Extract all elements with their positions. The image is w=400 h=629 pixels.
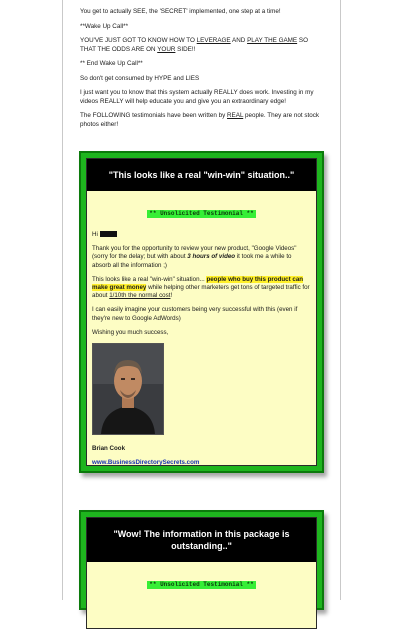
- testimonial-1-website-link[interactable]: www.BusinessDirectorySecrets.com: [92, 459, 200, 467]
- intro-leverage-line: [80, 37, 325, 54]
- intro-wake-up-call: **Wake Up Call**: [80, 22, 129, 30]
- intro-leverage-word: LEVERAGE: [196, 37, 231, 44]
- unsolicited-badge: ** Unsolicited Testimonial **: [149, 581, 254, 588]
- testimonial-1-p4: Wishing you much success,: [92, 328, 169, 336]
- testimonial-1-author: Brian Cook: [92, 445, 126, 453]
- testimonial-1-headline: "This looks like a real "win-win" situation..": [87, 159, 316, 191]
- testimonial-1-greeting: [92, 231, 311, 239]
- intro-end-wake-up-call: ** End Wake Up Call**: [80, 60, 143, 67]
- greeting-text: Hi: [92, 231, 98, 238]
- author-photo-graphic: [93, 344, 163, 434]
- testimonial-card-2: [79, 510, 324, 610]
- testimonial-card-1-inner: [86, 158, 317, 466]
- intro-hype-line: So don't get consumed by HYPE and LIES: [80, 74, 200, 82]
- redacted-name-block: [100, 231, 117, 237]
- author-photo: [92, 343, 164, 435]
- testimonial-2-badge-row: [87, 573, 316, 591]
- intro-leverage-a: YOU'VE JUST GOT TO KNOW HOW TO: [80, 37, 197, 44]
- t1-hours-of-video: 3 hours of video: [187, 253, 236, 261]
- testimonial-1-p2: [92, 276, 311, 301]
- testimonial-card-2-inner: [86, 517, 317, 629]
- t1-p2-a: This looks like a real "win-win" situation...: [92, 275, 207, 283]
- testimonial-1-body: [87, 220, 316, 467]
- unsolicited-badge: ** Unsolicited Testimonial **: [149, 210, 254, 217]
- testimonial-1-badge-row: [87, 202, 316, 220]
- intro-testimonials-note: [80, 112, 325, 129]
- t1-p2-e: !: [170, 292, 173, 300]
- t1-p1-c: it took me a while to absorb all the information ;): [92, 253, 292, 269]
- t1-tenth-cost: 1/10th the normal cost: [109, 292, 171, 300]
- page-content: [80, 0, 325, 135]
- intro-play-the-game: PLAY THE GAME: [247, 37, 298, 44]
- intro-line-see-secret: You get to actually SEE, the 'SECRET' implemented, one step at a time!: [80, 8, 281, 15]
- t1-highlight-great-money: people who buy this product can make great money: [92, 275, 304, 292]
- intro-system-works: I just want you to know that this system actually REALLY does work. Investing in my videos REALLY will help educate you and give you an extraordinary edge!: [80, 89, 314, 105]
- intro-real-word: REAL: [227, 112, 244, 119]
- intro-copy: [80, 0, 325, 129]
- intro-leverage-c: AND: [230, 37, 248, 44]
- intro-your-word: YOUR: [157, 45, 176, 53]
- testimonial-2-headline: "Wow! The information in this package is outstanding..": [87, 518, 316, 562]
- intro-leverage-g: SIDE!!: [175, 45, 196, 53]
- t1-p1-a: Thank you for the opportunity to review your new product, "Google Videos"(sorry for the delay; but with about: [92, 245, 297, 261]
- intro-note-a: The FOLLOWING testimonials have been written by: [80, 112, 227, 119]
- intro-note-c: people. They are not stock photos either!: [80, 112, 320, 128]
- testimonial-card-1: [79, 151, 324, 473]
- testimonial-1-p1: [92, 245, 311, 270]
- t1-p2-c: while helping other marketers get tons of targeted traffic for about: [92, 284, 310, 300]
- intro-leverage-e: SO THAT THE ODDS ARE ON: [80, 37, 308, 53]
- testimonial-1-p3: I can easily imagine your customers being very successful with this (even if they're new to Google AdWords): [92, 306, 298, 322]
